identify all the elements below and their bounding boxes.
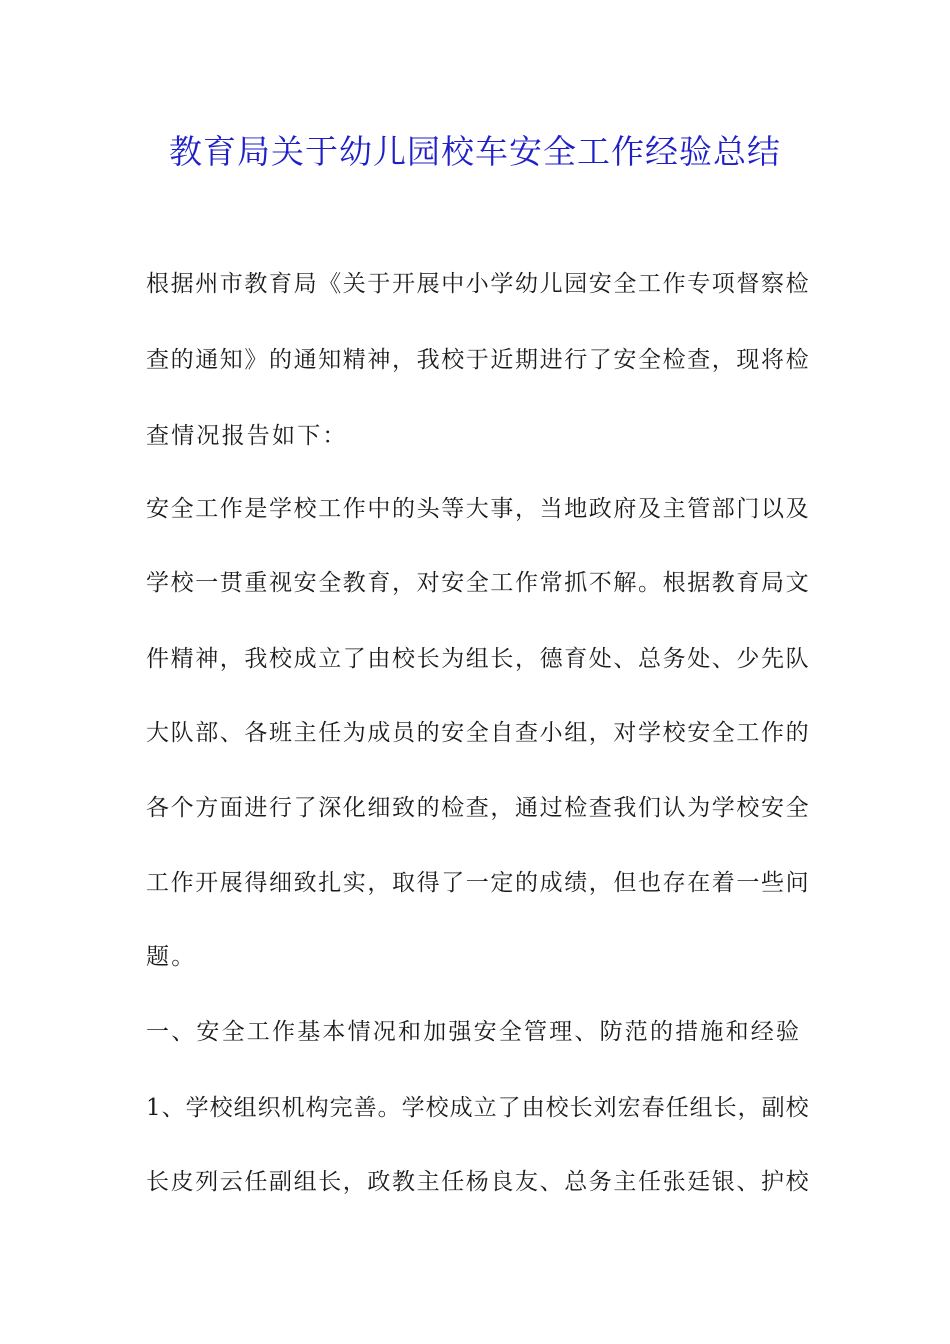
text-line: 各个方面进行了深化细致的检查，通过检查我们认为学校安全: [146, 795, 811, 821]
text-line: 件精神，我校成立了由校长为组长，德育处、总务处、少先队: [146, 646, 811, 672]
text-line: 安全工作是学校工作中的头等大事，当地政府及主管部门以及: [146, 496, 811, 522]
section-heading: 一、安全工作基本情况和加强安全管理、防范的措施和经验: [146, 1019, 802, 1045]
document-title: 教育局关于幼儿园校车安全工作经验总结: [169, 132, 781, 171]
text-line: 工作开展得细致扎实，取得了一定的成绩，但也存在着一些问: [146, 870, 811, 896]
text-line: 学校一贯重视安全教育，对安全工作常抓不解。根据教育局文: [146, 570, 811, 596]
text-line: 根据州市教育局《关于开展中小学幼儿园安全工作专项督察检: [146, 271, 811, 297]
text-line: 查情况报告如下：: [146, 423, 348, 449]
text-line: 题。: [146, 944, 197, 970]
text-line: 长皮列云任副组长，政教主任杨良友、总务主任张廷银、护校: [146, 1169, 811, 1195]
text-line: 大队部、各班主任为成员的安全自查小组，对学校安全工作的: [146, 720, 811, 746]
text-line: 查的通知》的通知精神，我校于近期进行了安全检查，现将检: [146, 347, 811, 373]
text-line: 1、学校组织机构完善。学校成立了由校长刘宏春任组长，副校: [146, 1095, 810, 1121]
